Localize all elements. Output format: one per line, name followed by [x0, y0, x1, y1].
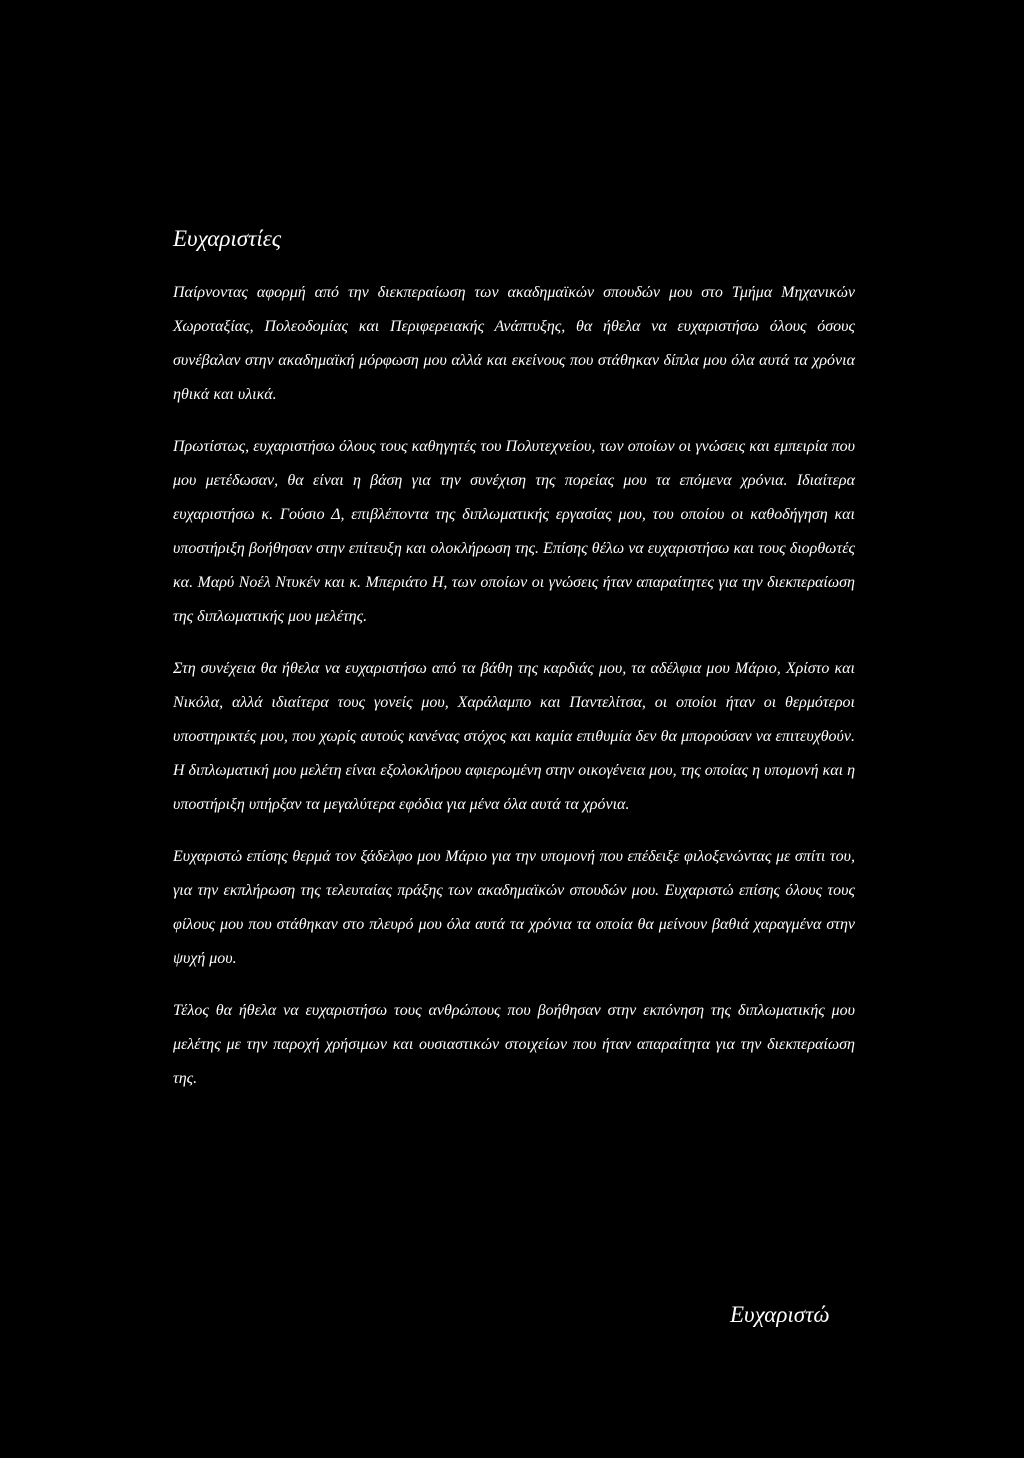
paragraph-family: Στη συνέχεια θα ήθελα να ευχαριστήσω από τα βάθη της καρδιάς μου, τα αδέλφια μου Μάριο, Χρίστο και Νικόλα, αλλά ιδιαίτερα τους γονείς μου, Χαράλαμπο και Παντελίτσα, οι οποίοι ήταν οι θερμότεροι υποστηρικτές μου, που χωρίς αυτούς κανένας στόχος και καμία επιθυμία δεν θα μπορούσαν να επιτευχθούν. Η διπλωματική μου μελέτη είναι εξολοκλήρου αφιερωμένη στην οικογένεια μου, της οποίας η υπομονή και η υποστήριξη υπήρξαν τα μεγαλύτερα εφόδια για μένα όλα αυτά τα χρόνια.: [173, 660, 855, 813]
paragraph-cousin-friends: Ευχαριστώ επίσης θερμά τον ξάδελφο μου Μάριο για την υπομονή που επέδειξε φιλοξενώντας με σπίτι του, για την εκπλήρωση της τελευταίας πράξης των ακαδημαϊκών σπουδών μου. Ευχαριστώ επίσης όλους τους φίλους μου που στάθηκαν στο πλευρό μου όλα αυτά τα χρόνια τα οποία θα μείνουν βαθιά χαραγμένα στην ψυχή μου.: [173, 848, 855, 967]
signoff: Ευχαριστώ: [730, 1302, 830, 1327]
paragraph-professors: Πρωτίστως, ευχαριστήσω όλους τους καθηγητές του Πολυτεχνείου, των οποίων οι γνώσεις και εμπειρία που μου μετέδωσαν, θα είναι η βάση για την συνέχιση της πορείας μου τα επόμενα χρόνια. Ιδιαίτερα ευχαριστήσω κ. Γούσιο Δ, επιβλέποντα της διπλωματικής εργασίας μου, του οποίου οι καθοδήγηση και υποστήριξη βοήθησαν στην επίτευξη και ολοκλήρωση της. Επίσης θέλω να ευχαριστήσω και τους διορθωτές κα. Μαρύ Νοέλ Ντυκέν και κ. Μπεριάτο Η, των οποίων οι γνώσεις ήταν απαραίτητες για την διεκπεραίωση της διπλωματικής μου μελέτης.: [173, 438, 855, 625]
paragraph-closing: Τέλος θα ήθελα να ευχαριστήσω τους ανθρώπους που βοήθησαν στην εκπόνηση της διπλωματικής μου μελέτης με την παροχή χρήσιμων και ουσιαστικών στοιχείων που ήταν απαραίτητα για την διεκπεραίωση της.: [173, 1002, 855, 1087]
page-title: Ευχαριστίες: [173, 226, 282, 251]
document-body: [173, 222, 855, 1114]
paragraph-intro: Παίρνοντας αφορμή από την διεκπεραίωση των ακαδημαϊκών σπουδών μου στο Τμήμα Μηχανικών Χωροταξίας, Πολεοδομίας και Περιφερειακής Ανάπτυξης, θα ήθελα να ευχαριστήσω όλους όσους συνέβαλαν στην ακαδημαϊκή μόρφωση μου αλλά και εκείνους που στάθηκαν δίπλα μου όλα αυτά τα χρόνια ηθικά και υλικά.: [173, 284, 855, 403]
